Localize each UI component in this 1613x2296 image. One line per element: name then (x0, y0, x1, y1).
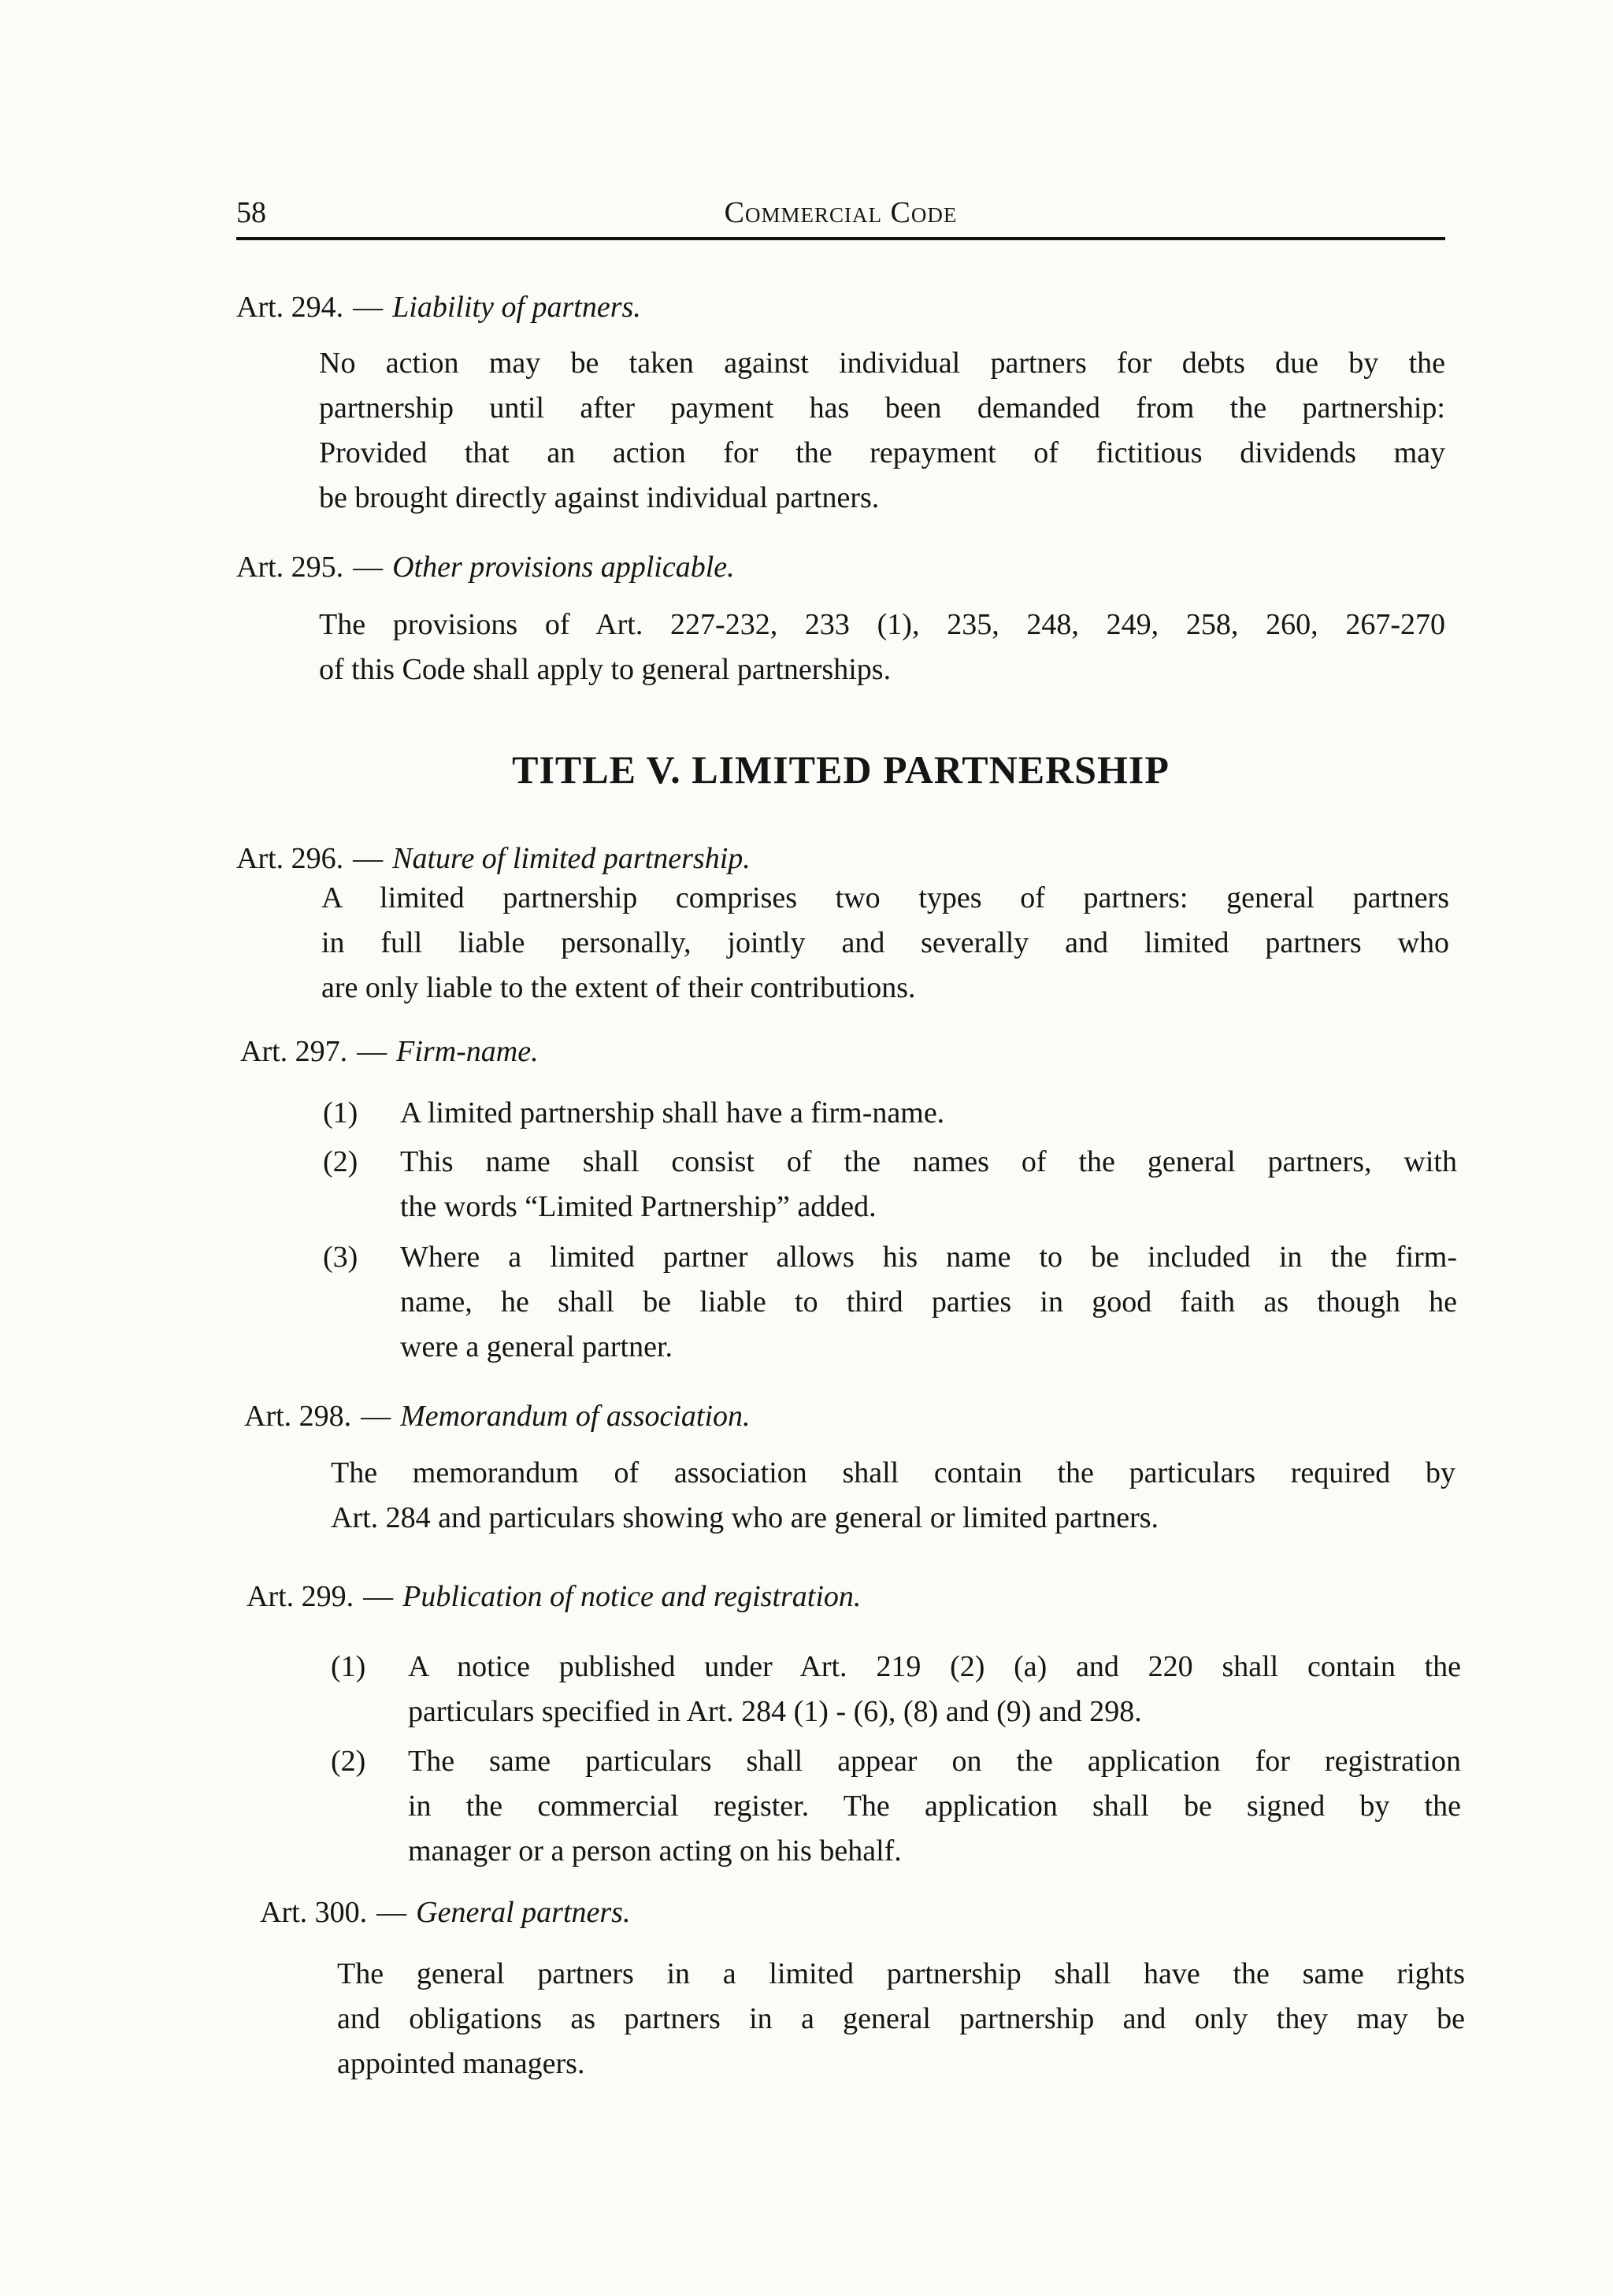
body-line: The provisions of Art. 227-232, 233 (1), 235, 248, 249, 258, 260, 267-270 (319, 608, 1445, 641)
body-line: in full liable personally, jointly and severally and limited partners who (321, 926, 1449, 959)
page-number: 58 (236, 196, 266, 229)
article-title: Nature of limited partnership. (392, 842, 751, 875)
article-label: Art. 294. (236, 291, 344, 324)
clause-line: A limited partnership shall have a firm-name. (400, 1096, 945, 1129)
article-297-heading (240, 1032, 539, 1071)
body-line: Art. 284 and particulars showing who are general or limited partners. (331, 1501, 1159, 1534)
article-label: Art. 296. (236, 842, 344, 875)
article-dash: — (353, 842, 384, 875)
article-dash: — (357, 1035, 387, 1068)
article-dash: — (361, 1400, 391, 1433)
body-line: partnership until after payment has been demanded from the partnership: (319, 391, 1445, 425)
article-295-body (319, 603, 1445, 692)
article-294-heading (236, 287, 641, 327)
clause-line: Where a limited partner allows his name to be included in the firm- (400, 1241, 1457, 1274)
article-label: Art. 295. (236, 551, 344, 584)
article-dash: — (353, 291, 384, 324)
article-dash: — (363, 1580, 394, 1613)
article-label: Art. 300. (260, 1896, 368, 1929)
article-label: Art. 298. (244, 1400, 352, 1433)
clause-text (400, 1091, 1457, 1136)
page-header (236, 189, 1445, 244)
article-294-body (319, 341, 1445, 521)
article-300-heading (260, 1893, 630, 1932)
article-296-heading (236, 839, 751, 878)
clause-line: the words “Limited Partnership” added. (400, 1190, 877, 1223)
clause-line: manager or a person acting on his behalf. (408, 1834, 902, 1868)
article-295-heading (236, 547, 735, 587)
clause-number: (1) (323, 1096, 358, 1129)
article-297-clause-2 (323, 1140, 1457, 1230)
header-rule (236, 237, 1445, 240)
clause-number: (2) (331, 1745, 366, 1778)
article-299-clause-2 (331, 1739, 1461, 1874)
article-dash: — (376, 1896, 407, 1929)
article-title: Memorandum of association. (400, 1400, 751, 1433)
body-line: be brought directly against individual partners. (319, 481, 880, 514)
article-title: Firm-name. (396, 1035, 539, 1068)
article-296-body (321, 876, 1449, 1011)
clause-text (408, 1739, 1461, 1874)
article-297-clause-1 (323, 1091, 1457, 1136)
article-297-clause-3 (323, 1235, 1457, 1370)
article-label: Art. 297. (240, 1035, 348, 1068)
article-298-body (331, 1451, 1455, 1541)
clause-number: (2) (323, 1145, 358, 1178)
body-line: of this Code shall apply to general partnerships. (319, 653, 892, 686)
title-v-heading: TITLE V. LIMITED PARTNERSHIP (512, 747, 1170, 792)
clause-text (400, 1235, 1457, 1370)
running-title: Commercial Code (724, 196, 958, 229)
article-title: Other provisions applicable. (392, 551, 735, 584)
article-298-heading (244, 1397, 751, 1436)
clause-number: (1) (331, 1650, 366, 1683)
clause-line: A notice published under Art. 219 (2) (a) and 220 shall contain the (408, 1650, 1461, 1683)
article-title: General partners. (416, 1896, 631, 1929)
clause-line: This name shall consist of the names of the general partners, with (400, 1145, 1457, 1178)
body-line: A limited partnership comprises two types of partners: general partners (321, 881, 1449, 914)
article-title: Publication of notice and registration. (402, 1580, 862, 1613)
article-label: Art. 299. (247, 1580, 354, 1613)
body-line: The memorandum of association shall contain the particulars required by (331, 1456, 1455, 1489)
body-line: appointed managers. (337, 2047, 585, 2080)
article-299-clause-1 (331, 1645, 1461, 1734)
body-line: and obligations as partners in a general partnership and only they may be (337, 2002, 1465, 2035)
article-299-heading (247, 1577, 861, 1616)
clause-text (400, 1140, 1457, 1230)
body-line: The general partners in a limited partnership shall have the same rights (337, 1957, 1465, 1990)
clause-line: particulars specified in Art. 284 (1) - (6), (8) and (9) and 298. (408, 1695, 1142, 1728)
clause-line: were a general partner. (400, 1330, 673, 1363)
body-line: are only liable to the extent of their contributions. (321, 971, 916, 1004)
article-title: Liability of partners. (392, 291, 641, 324)
clause-number: (3) (323, 1241, 358, 1274)
clause-line: in the commercial register. The application shall be signed by the (408, 1790, 1461, 1823)
article-dash: — (353, 551, 384, 584)
clause-line: The same particulars shall appear on the application for registration (408, 1745, 1461, 1778)
body-line: No action may be taken against individual partners for debts due by the (319, 347, 1445, 380)
body-line: Provided that an action for the repayment of fictitious dividends may (319, 436, 1445, 469)
article-300-body (337, 1952, 1465, 2086)
clause-line: name, he shall be liable to third parties in good faith as though he (400, 1285, 1457, 1319)
clause-text (408, 1645, 1461, 1734)
